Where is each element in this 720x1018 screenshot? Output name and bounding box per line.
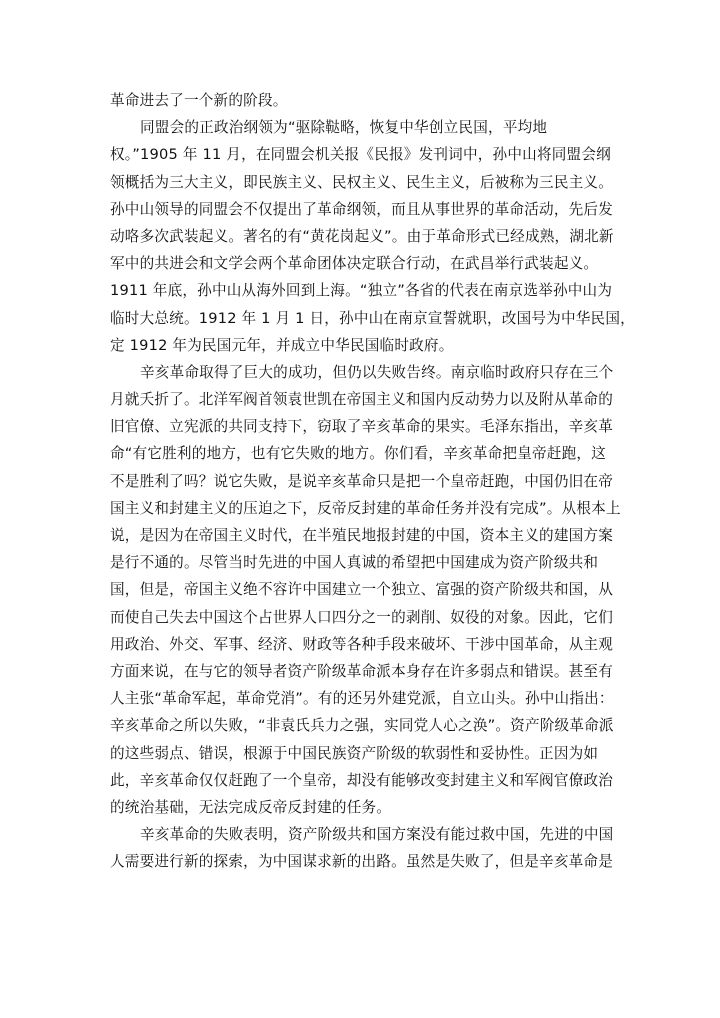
text-line: 人主张“革命军起，革命党消”。有的还另外建党派，自立山头。孙中山指出： (110, 690, 614, 708)
text-line: 临时大总统。1912 年 1 月 1 日，孙中山在南京宣誓就职，改国号为中华民国， (110, 309, 635, 327)
text-line: 人需要进行新的探索，为中国谋求新的出路。虽然是失败了，但是辛亥革命是 (110, 853, 613, 871)
text-line: 说，是因为在帝国主义时代，在半殖民地报封建的中国，资本主义的建国方案 (110, 527, 613, 544)
text-line: 权。”1905 年 11 月，在同盟会机关报《民报》发刊词中，孙中山将同盟会纲 (110, 146, 611, 164)
body-text (110, 87, 635, 875)
text-line: 定 1912 年为民国元年，并成立中华民国临时政府。 (110, 336, 454, 354)
text-line: 的统治基础，无法完成反帝反封建的任务。 (110, 798, 392, 816)
text-line: 辛亥革命之所以失败，“非袁氏兵力之强，实同党人心之涣”。资产阶级革命派 (110, 717, 614, 735)
paragraph-first-line: 同盟会的正政治纲领为“驱除鞑略，恢复中华创立民国，平均地 (140, 119, 548, 137)
text-line: 旧官僚、立宪派的共同支持下，窃取了辛亥革命的果实。毛泽东指出，辛亥革 (110, 418, 613, 436)
text-line: 命“有它胜利的地方，也有它失败的地方。你们看，辛亥革命把皇帝赶跑，这 (110, 445, 606, 463)
text-line: 而使自己失去中国这个占世界人口四分之一的剥削、奴役的对象。因此，它们 (110, 608, 613, 626)
text-line: 不是胜利了吗？说它失败，是说辛亥革命只是把一个皇帝赶跑，中国仍旧在帝 (110, 472, 613, 490)
text-line: 革命进去了一个新的阶段。 (110, 92, 288, 109)
text-line: 1911 年底，孙中山从海外回到上海。“独立”各省的代表在南京选举孙中山为 (110, 282, 613, 300)
text-line: 国主义和封建主义的压迫之下，反帝反封建的革命任务并没有完成”。从根本上 (110, 499, 621, 517)
text-line: 的这些弱点、错误，根源于中国民族资产阶级的软弱性和妥协性。正因为如 (110, 744, 599, 762)
text-line: 用政治、外交、军事、经济、财政等各种手段来破坏、干涉中国革命，从主观 (110, 635, 613, 653)
paragraph-first-line: 辛亥革命取得了巨大的成功，但仍以失败告终。南京临时政府只存在三个 (140, 363, 614, 381)
text-line: 是行不通的。尽管当时先进的中国人真诚的希望把中国建成为资产阶级共和 (110, 554, 599, 572)
text-line: 军中的共进会和文学会两个革命团体决定联合行动，在武昌举行武装起义。 (110, 255, 599, 273)
text-line: 方面来说，在与它的领导者资产阶级革命派本身存在许多弱点和错误。甚至有 (110, 662, 613, 680)
text-line: 此，辛亥革命仅仅赶跑了一个皇帝，却没有能够改变封建主义和军阀官僚政治 (110, 771, 613, 789)
text-line: 动咯多次武装起义。著名的有“黄花岗起义”。由于革命形式已经成熟，湖北新 (110, 227, 614, 245)
text-line: 孙中山领导的同盟会不仅提出了革命纲领，而且从事世界的革命活动，先后发 (110, 200, 613, 218)
paragraph-first-line: 辛亥革命的失败表明，资产阶级共和国方案没有能过救中国，先进的中国 (140, 826, 614, 844)
text-line: 领概括为三大主义，即民族主义、民权主义、民生主义，后被称为三民主义。 (110, 173, 613, 191)
text-line: 国，但是，帝国主义绝不容许中国建立一个独立、富强的资产阶级共和国，从 (110, 581, 613, 599)
text-line: 月就夭折了。北洋军阀首领袁世凯在帝国主义和国内反动势力以及附从革命的 (110, 391, 613, 409)
